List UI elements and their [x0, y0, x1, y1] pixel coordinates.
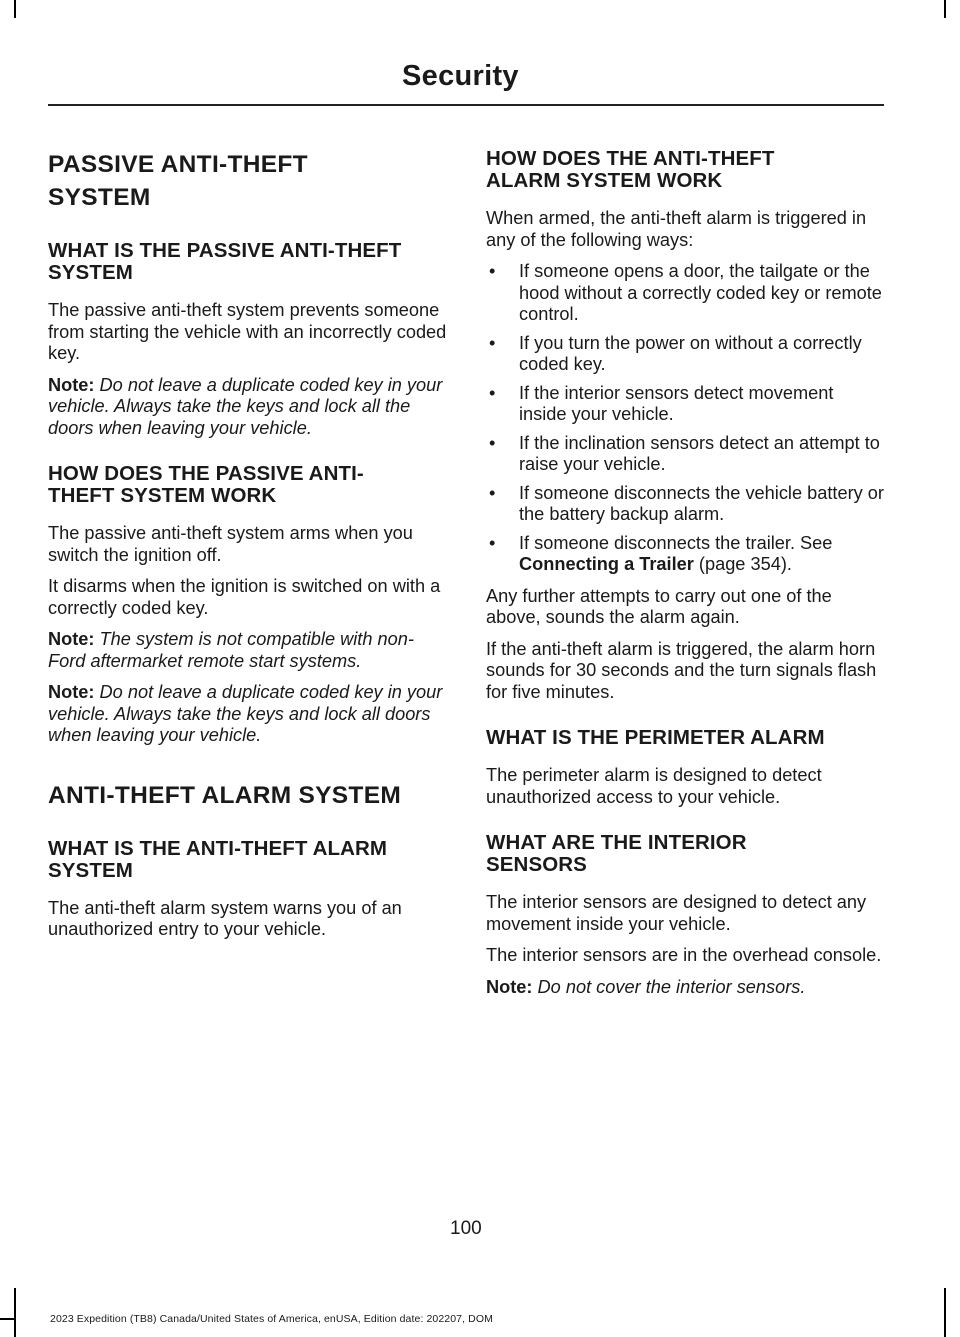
note-not-compatible: Note: The system is not compatible with non-Ford aftermarket remote start systems.: [48, 629, 414, 671]
crop-mark-top-left-v: [14, 0, 16, 18]
paragraph-perimeter: The perimeter alarm is designed to detect unauthorized access to your vehicle.: [486, 765, 822, 807]
crop-mark-bottom-left-v: [14, 1288, 16, 1337]
page-number: 100: [450, 1218, 482, 1239]
list-item: • If the interior sensors detect movement inside your vehicle.: [489, 382, 834, 424]
paragraph-what-is-alarm: The anti-theft alarm system warns you of an unauthorized entry to your vehicle.: [48, 897, 402, 939]
paragraph-when-armed: When armed, the anti-theft alarm is triggered in any of the following ways:: [486, 208, 867, 250]
heading-interior-sensors: WHAT ARE THE INTERIOR SENSORS: [486, 831, 747, 876]
crop-mark-bottom-right-v: [944, 1288, 946, 1337]
paragraph-further-attempts: Any further attempts to carry out one of the above, sounds the alarm again.: [486, 585, 832, 627]
right-column: [486, 148, 884, 1008]
page-header-title: Security: [402, 60, 519, 92]
note-do-not-cover: Note: Do not cover the interior sensors.: [486, 976, 806, 997]
paragraph-interior-2: The interior sensors are in the overhead console.: [486, 945, 882, 965]
paragraph-interior-1: The interior sensors are designed to detect any movement inside your vehicle.: [486, 892, 867, 934]
crop-mark-bottom-left-h: [0, 1318, 16, 1320]
paragraph-disarms: It disarms when the ignition is switched on with a correctly coded key.: [48, 576, 441, 618]
link-connecting-a-trailer[interactable]: Connecting a Trailer: [519, 554, 694, 574]
list-item: • If you turn the power on without a correctly coded key.: [489, 332, 862, 374]
list-item: • If someone disconnects the vehicle battery or the battery backup alarm.: [489, 482, 884, 524]
note-duplicate-key-2: Note: Do not leave a duplicate coded key in your vehicle. Always take the keys and lock all doors when leaving your vehicle.: [48, 682, 443, 745]
trigger-list: [486, 261, 884, 576]
heading-perimeter-alarm: WHAT IS THE PERIMETER ALARM: [486, 726, 825, 749]
heading-passive-anti-theft: PASSIVE ANTI-THEFT SYSTEM: [48, 151, 308, 211]
heading-how-passive: HOW DOES THE PASSIVE ANTI-THEFT SYSTEM WORK: [48, 462, 364, 507]
list-item: • If someone opens a door, the tailgate or the hood without a correctly coded key or remote control.: [489, 261, 882, 324]
footer-edition: 2023 Expedition (TB8) Canada/United States of America, enUSA, Edition date: 202207, DOM: [50, 1313, 493, 1325]
note-duplicate-key-1: Note: Do not leave a duplicate coded key in your vehicle. Always take the keys and lock all the doors when leaving your vehicle.: [48, 374, 443, 438]
paragraph-what-is-passive: The passive anti-theft system prevents someone from starting the vehicle with an incorrectly coded key.: [48, 300, 447, 363]
header-rule: [48, 104, 884, 106]
heading-what-is-passive: WHAT IS THE PASSIVE ANTI-THEFT SYSTEM: [48, 239, 402, 284]
heading-what-is-alarm: WHAT IS THE ANTI-THEFT ALARM SYSTEM: [48, 836, 388, 882]
crop-mark-top-right-v: [944, 0, 946, 18]
heading-anti-theft-alarm: ANTI-THEFT ALARM SYSTEM: [48, 781, 402, 809]
left-column: [48, 148, 450, 951]
list-item: • If someone disconnects the trailer. See Connecting a Trailer (page 354).: [489, 532, 833, 574]
paragraph-alarm-triggered: If the anti-theft alarm is triggered, the alarm horn sounds for 30 seconds and the turn signals flash for five minutes.: [486, 638, 877, 702]
heading-how-alarm: HOW DOES THE ANTI-THEFT ALARM SYSTEM WORK: [486, 147, 775, 192]
paragraph-arms: The passive anti-theft system arms when you switch the ignition off.: [48, 523, 413, 565]
list-item: • If the inclination sensors detect an attempt to raise your vehicle.: [489, 432, 880, 474]
